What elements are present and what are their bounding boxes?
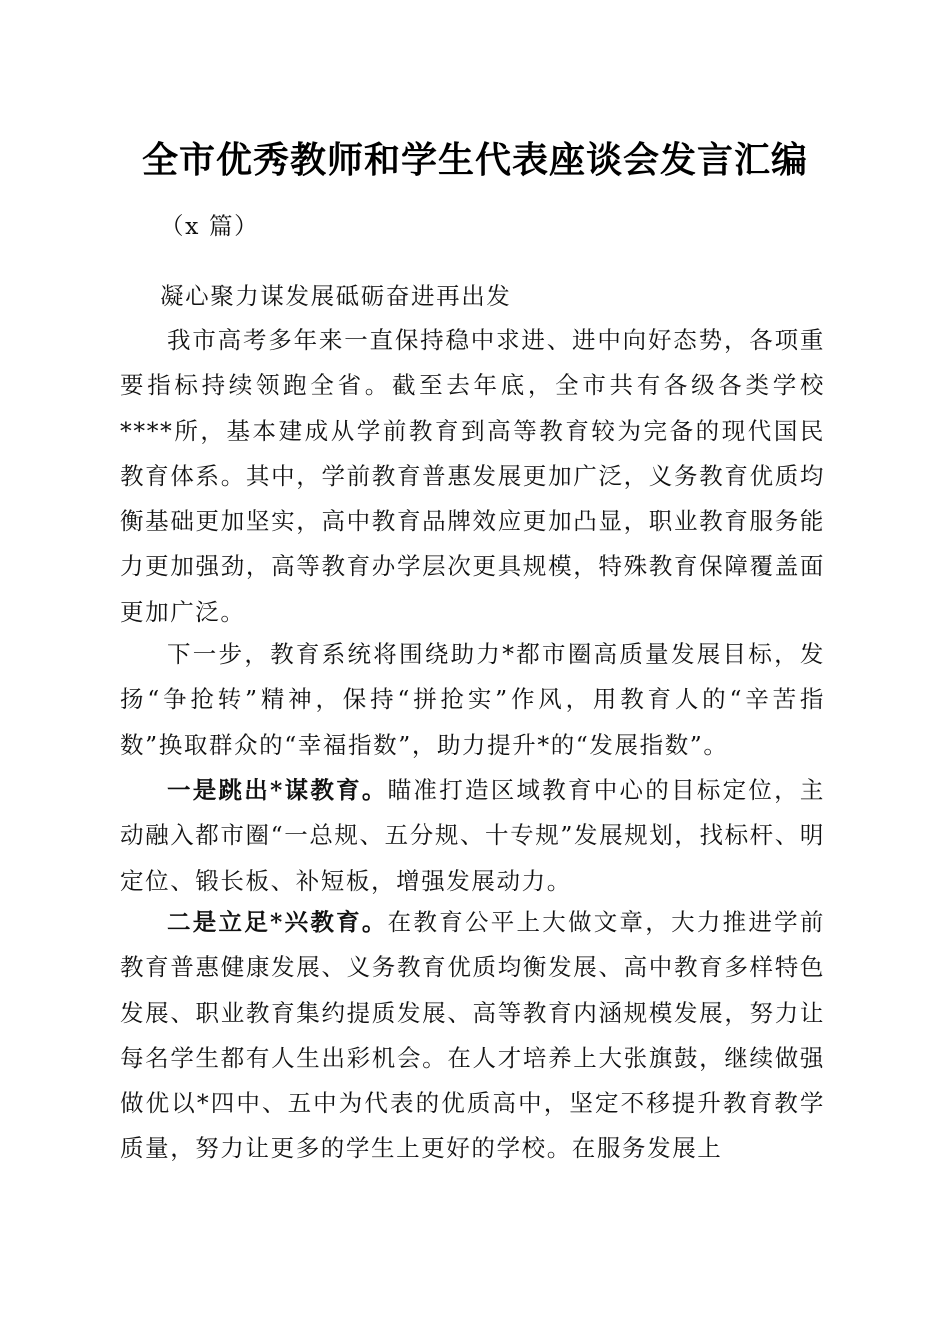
point-two-heading: 二是立足*兴教育。	[167, 908, 388, 936]
document-title: 全市优秀教师和学生代表座谈会发言汇编	[141, 139, 808, 181]
point-two-text: 在教育公平上大做文章，大力推进学前教育普惠健康发展、义务教育优质均衡发展、高中教育多样特色发展、职业教育集约提质发展、高等教育内涵规模发展，努力让每名学生都有人生出彩机会。在人才培养上大张旗鼓，继续做强做优以*四中、五中为代表的优质高中，坚定不移提升教育教学质量，努力让更多的学生上更好的学校。在服务发展上	[120, 908, 825, 1163]
paragraph-next-step: 下一步，教育系统将围绕助力*都市圈高质量发展目标，发扬“争抢转”精神，保持“拼抢实”作风，用教育人的“辛苦指数”换取群众的“幸福指数”，助力提升*的“发展指数”。	[120, 640, 825, 759]
speech-subtitle: 凝心聚力谋发展砥砺奋进再出发	[160, 282, 512, 310]
paragraph-point-two	[120, 900, 825, 1172]
paragraph-overview: 我市高考多年来一直保持稳中求进、进中向好态势，各项重要指标持续领跑全省。截至去年底，全市共有各级各类学校****所，基本建成从学前教育到高等教育较为完备的现代国民教育体系。其中，学前教育普惠发展更加广泛，义务教育优质均衡基础更加坚实，高中教育品牌效应更加凸显，职业教育服务能力更加强劲，高等教育办学层次更具规模，特殊教育保障覆盖面更加广泛。	[120, 326, 825, 626]
section-label: （x 篇）	[160, 212, 260, 240]
point-one-heading: 一是跳出*谋教育。	[167, 776, 388, 804]
point-one-text: 瞄准打造区域教育中心的目标定位，主动融入都市圈“一总规、五分规、十专规”发展规划，找标杆、明定位、锻长板、补短板，增强发展动力。	[120, 776, 825, 895]
paragraph-point-one	[120, 768, 825, 904]
